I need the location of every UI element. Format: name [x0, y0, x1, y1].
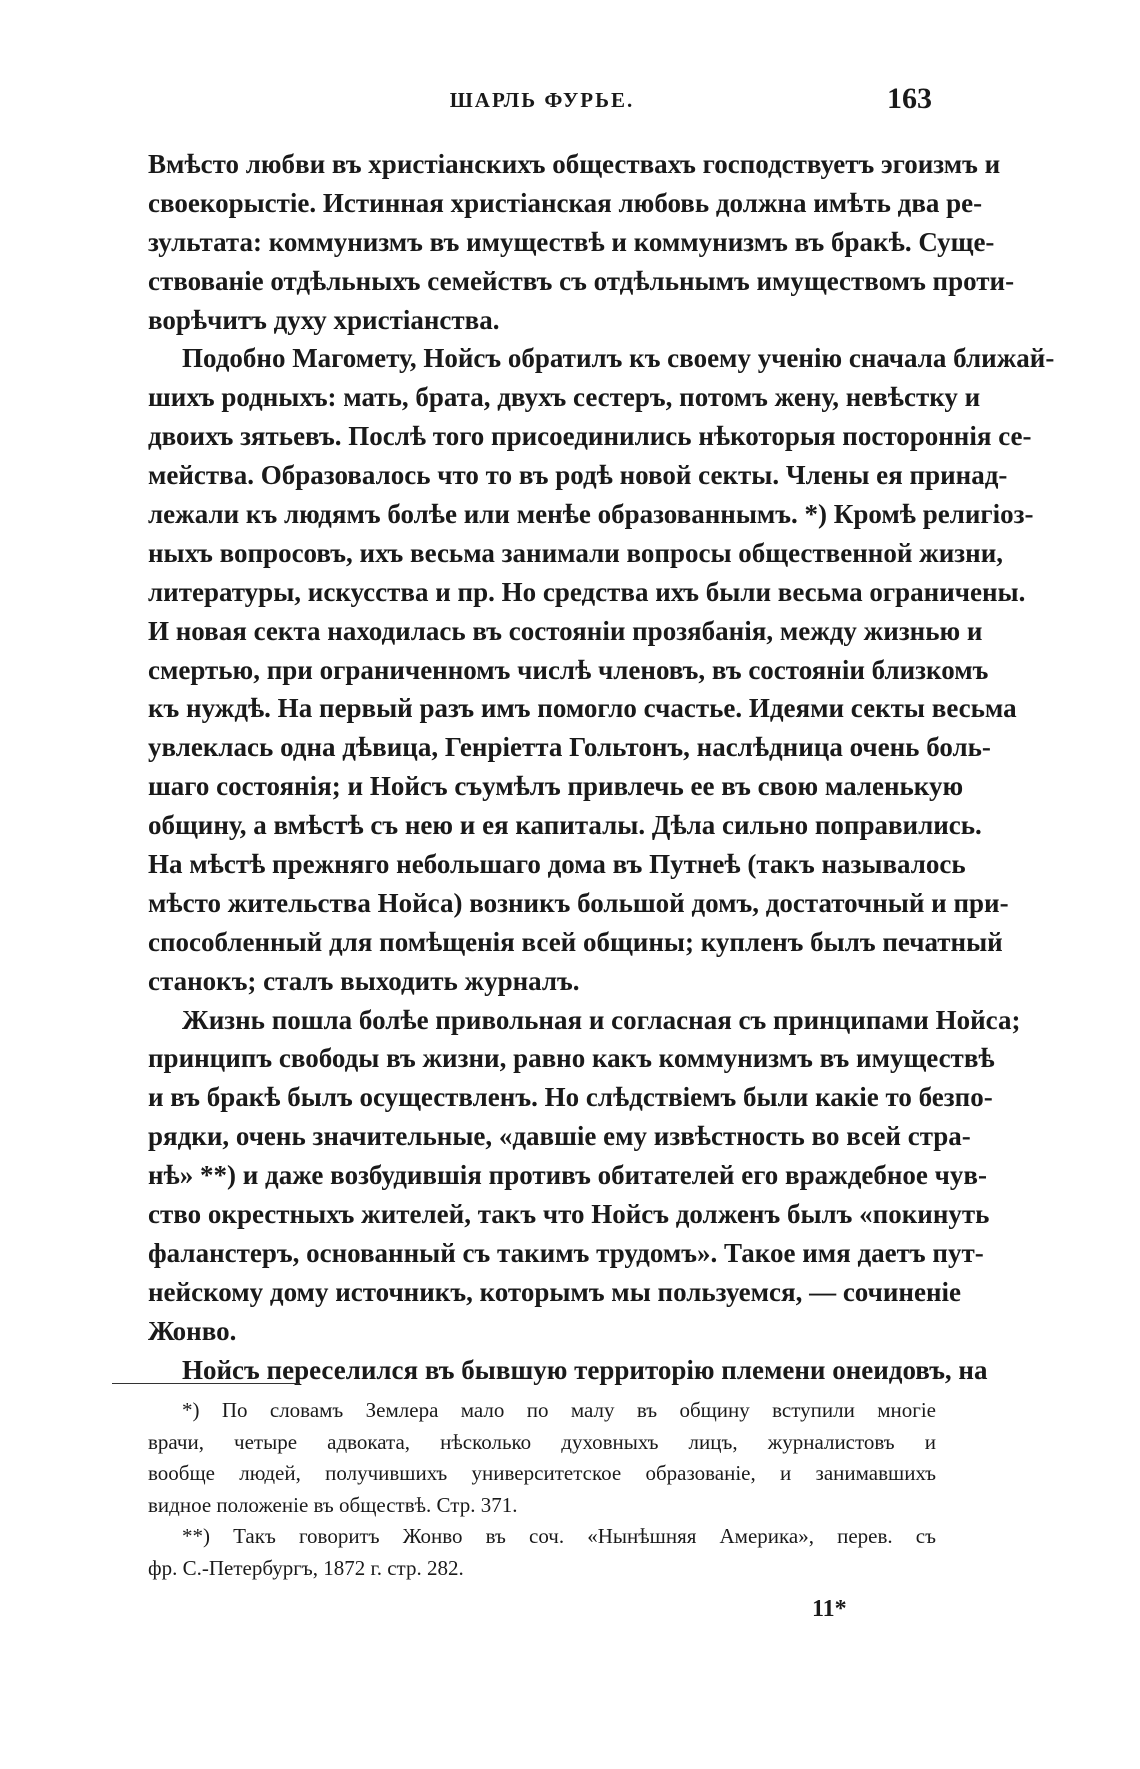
- text-line: шаго состоянія; и Нойсъ съумѣлъ привлечь ее въ свою маленькую: [148, 771, 964, 802]
- page-header: [148, 82, 936, 118]
- text-line: мейства. Образовалось что то въ родѣ новой секты. Члены ея принад-: [148, 460, 1008, 491]
- text-line: рядки, очень значительные, «давшіе ему извѣстность во всей стра-: [148, 1121, 971, 1152]
- text-line: станокъ; сталъ выходить журналъ.: [148, 965, 580, 996]
- text-line: Нойсъ переселился въ бывшую территорію племени онеидовъ, на: [182, 1354, 988, 1385]
- text-line: шихъ родныхъ: мать, брата, двухъ сестеръ, потомъ жену, невѣстку и: [148, 382, 981, 413]
- text-line: зультата: коммунизмъ въ имуществѣ и коммунизмъ въ бракѣ. Суще-: [148, 226, 995, 257]
- text-line: ныхъ вопросовъ, ихъ весьма занимали вопросы общественной жизни,: [148, 537, 1003, 568]
- text-line: двоихъ зятьевъ. Послѣ того присоединились нѣкоторыя постороннія се-: [148, 421, 1032, 452]
- text-line: ствованіе отдѣльныхъ семействъ съ отдѣльнымъ имуществомъ проти-: [148, 265, 1015, 296]
- body-text: [148, 145, 1055, 1390]
- text-line: лежали къ людямъ болѣе или менѣе образованнымъ. *) Кромѣ религіоз-: [148, 499, 1034, 530]
- footnote-line: *) По словамъ Землера мало по малу въ общину вступили многіе: [182, 1398, 936, 1422]
- footnote-line: фр. С.-Петербургъ, 1872 г. стр. 282.: [148, 1555, 464, 1580]
- text-line: къ нуждѣ. На первый разъ имъ помогло счастье. Идеями секты весьма: [148, 693, 1017, 724]
- text-line: Подобно Магомету, Нойсъ обратилъ къ своему ученію сначала ближай-: [182, 343, 1055, 374]
- text-line: ворѣчитъ духу христіанства.: [148, 304, 500, 335]
- text-line: способленный для помѣщенія всей общины; купленъ былъ печатный: [148, 926, 1003, 957]
- text-line: нѣ» **) и даже возбудившія противъ обитателей его враждебное чув-: [148, 1160, 987, 1191]
- footnote-line: видное положеніе въ обществѣ. Стр. 371.: [148, 1492, 518, 1517]
- text-line: смертью, при ограниченномъ числѣ членовъ, въ состояніи близкомъ: [148, 654, 989, 685]
- text-line: литературы, искусства и пр. Но средства ихъ были весьма ограничены.: [148, 576, 1026, 607]
- text-line: нейскому дому источникъ, которымъ мы пользуемся, — сочиненіе: [148, 1276, 961, 1307]
- text-line: принципъ свободы въ жизни, равно какъ коммунизмъ въ имуществѣ: [148, 1043, 995, 1074]
- text-line: Жизнь пошла болѣе привольная и согласная съ принципами Нойса;: [182, 1004, 1021, 1035]
- text-line: фаланстеръ, основанный съ такимъ трудомъ». Такое имя даетъ пут-: [148, 1237, 984, 1268]
- text-line: На мѣстѣ прежняго небольшаго дома въ Путнеѣ (такъ называлось: [148, 849, 966, 880]
- text-line: Вмѣсто любви въ христіанскихъ обществахъ господствуетъ эгоизмъ и: [148, 149, 1001, 179]
- footnote-line: вообще людей, получившихъ университетское образованіе, и занимавшихъ: [148, 1461, 936, 1485]
- footnote-line: **) Такъ говоритъ Жонво въ соч. «Нынѣшняя Америка», перев. съ: [182, 1524, 936, 1548]
- text-line: И новая секта находилась въ состояніи прозябанія, между жизнью и: [148, 615, 983, 646]
- text-line: общину, а вмѣстѣ съ нею и ея капиталы. Дѣла сильно поправились.: [148, 810, 982, 841]
- text-line: своекорыстіе. Истинная христіанская любовь должна имѣть два ре-: [148, 187, 983, 218]
- page-number: 163: [887, 82, 932, 115]
- footnote-divider: [112, 1383, 300, 1384]
- text-line: увлеклась одна дѣвица, Генріетта Гольтонъ, наслѣдница очень боль-: [148, 732, 991, 763]
- text-line: Жонво.: [148, 1315, 237, 1346]
- text-line: и въ бракѣ былъ осуществленъ. Но слѣдствіемъ были какіе то безпо-: [148, 1082, 993, 1113]
- text-line: ство окрестныхъ жителей, такъ что Нойсъ долженъ былъ «покинуть: [148, 1199, 990, 1230]
- running-head: ШАРЛЬ ФУРЬЕ.: [449, 88, 635, 112]
- signature-mark: 11*: [812, 1596, 847, 1622]
- footnotes: [148, 1395, 936, 1584]
- text-line: мѣсто жительства Нойса) возникъ большой домъ, достаточный и при-: [148, 887, 1009, 918]
- footnote-line: врачи, четыре адвоката, нѣсколько духовныхъ лицъ, журналистовъ и: [148, 1429, 936, 1454]
